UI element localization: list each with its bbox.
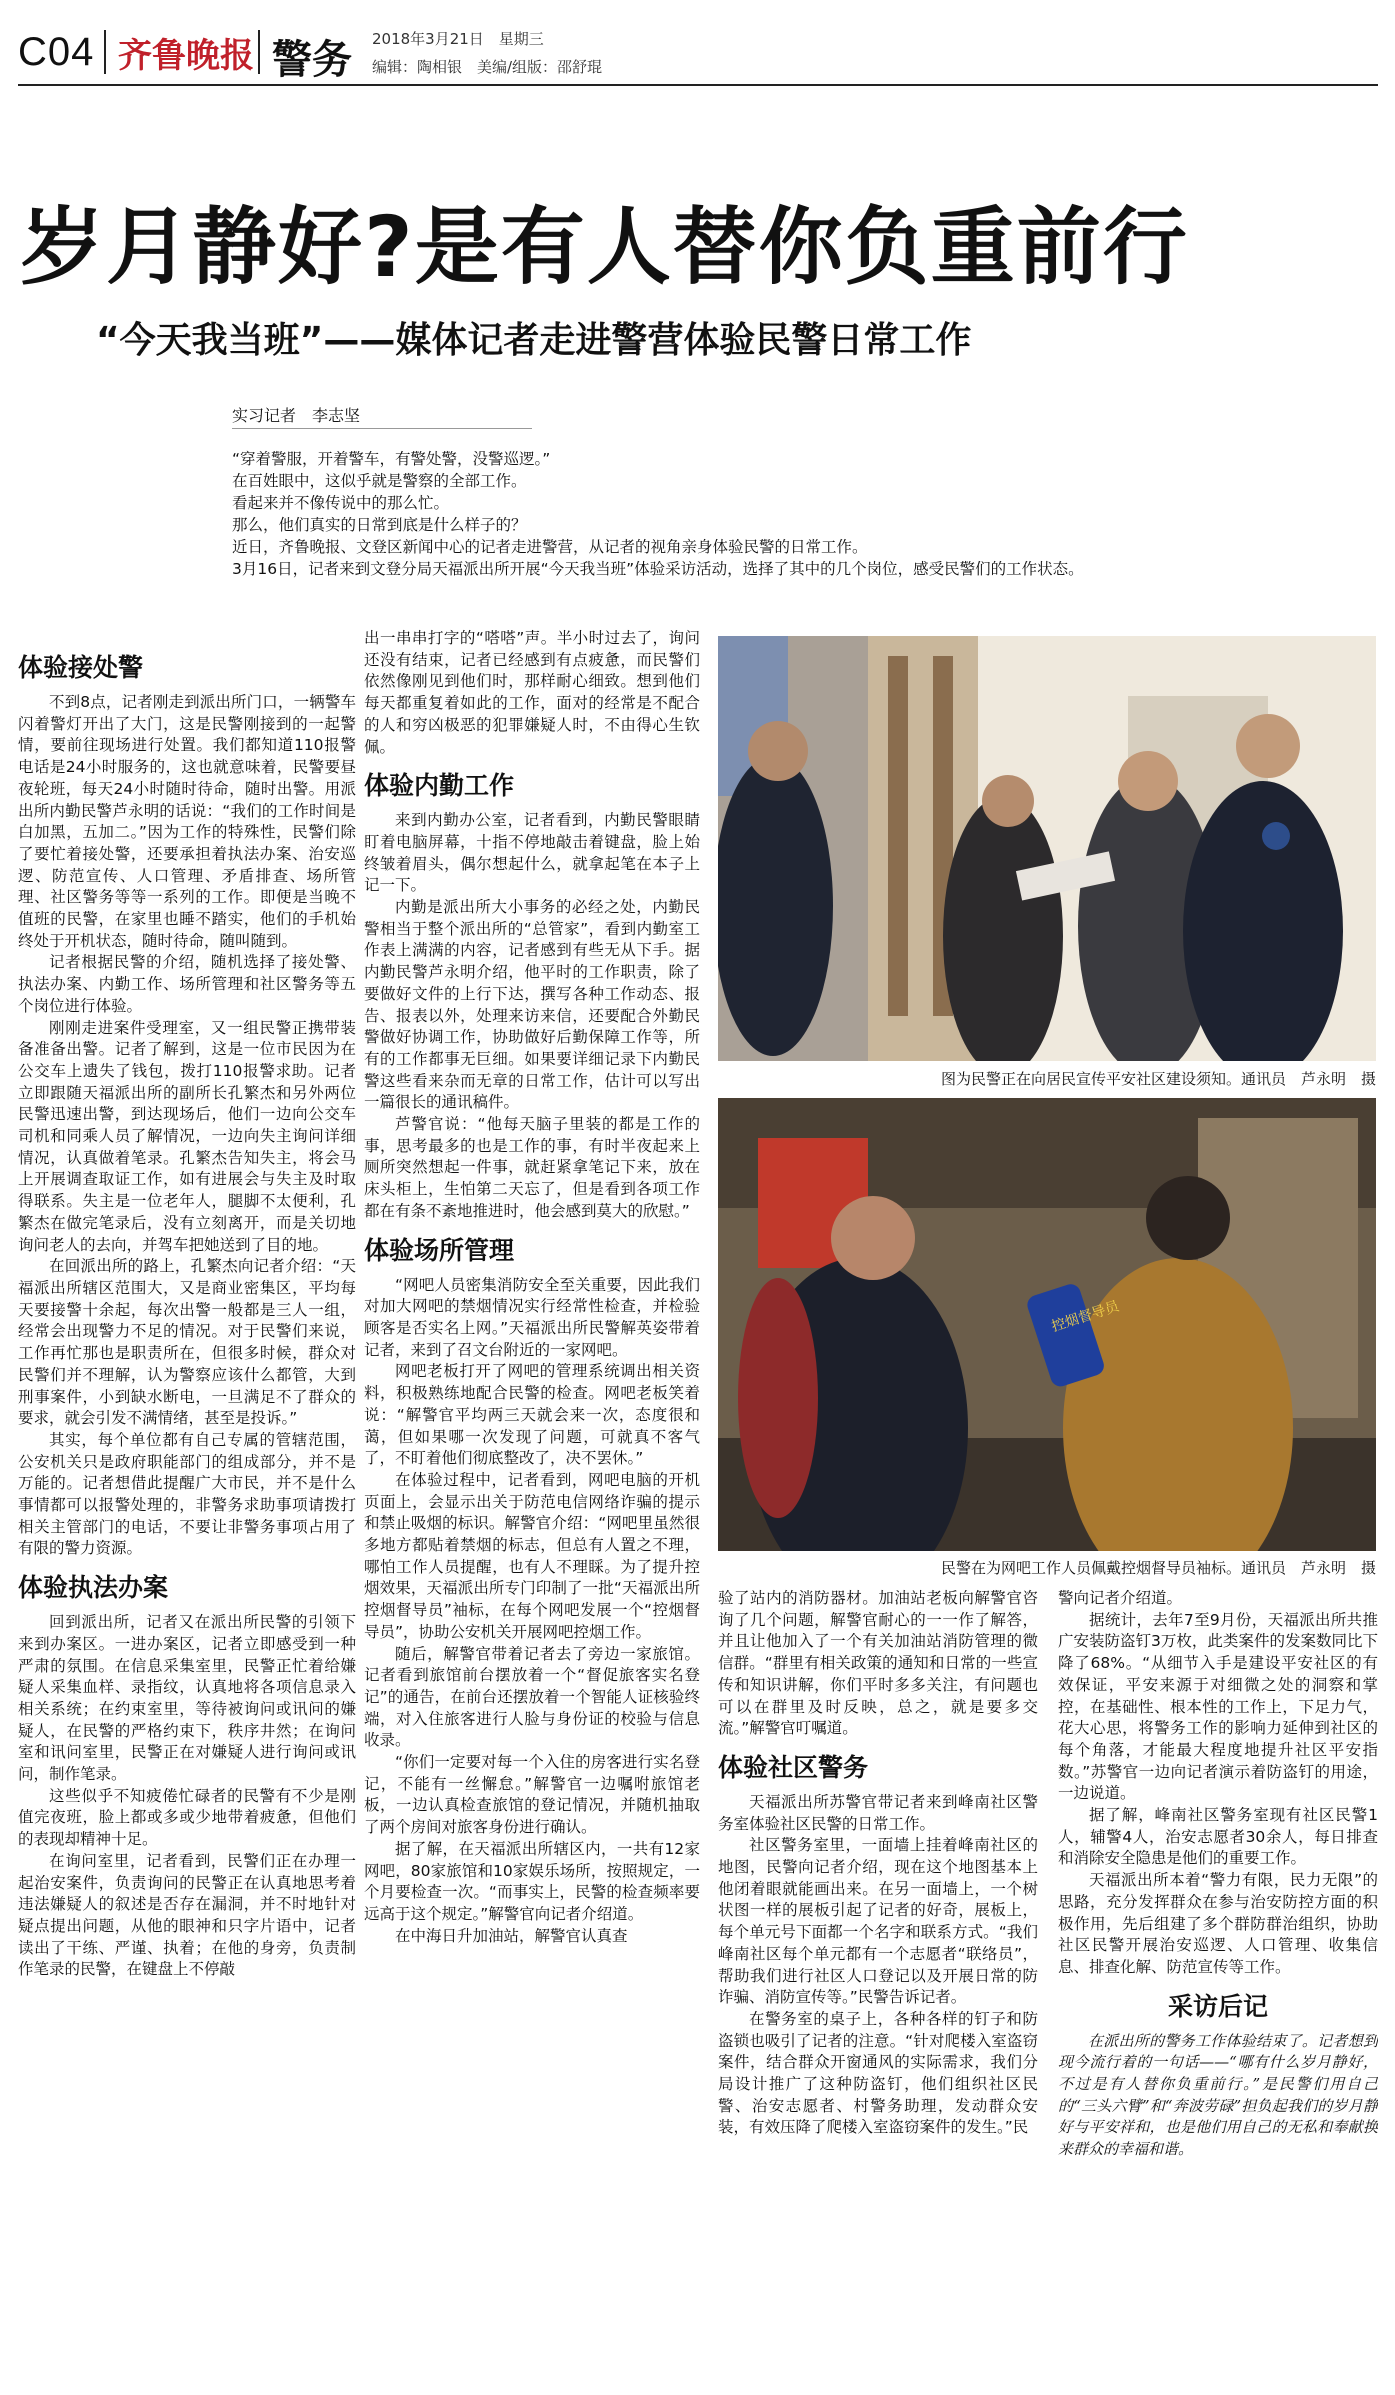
paragraph: 据了解，峰南社区警务室现有社区民警1人，辅警4人，治安志愿者30余人，每日排查和消除安全隐患是他们的重要工作。 xyxy=(1058,1806,1378,1868)
article-column-2 xyxy=(364,628,700,2376)
subheadline: “今天我当班”——媒体记者走进警营体验民警日常工作 xyxy=(96,320,972,361)
postscript-text: 在派出所的警务工作体验结束了。记者想到现今流行着的一句话——“哪有什么岁月静好，不过是有人替你负重前行。”是民警们用自己的“三头六臂”和“奔波劳碌”担负起我们的岁月静好与平安祥和，也是他们用自己的无私和奉献换来群众的幸福和谐。 xyxy=(1058,2031,1378,2159)
paragraph: 不到8点，记者刚走到派出所门口，一辆警车闪着警灯开出了大门，这是民警刚接到的一起警情，要前往现场进行处置。我们都知道110报警电话是24小时服务的，这也就意味着，民警要昼夜轮班，每天24小时随时待命，随时出警。用派出所内勤民警芦永明的话说：“我们的工作时间是白加黑，五加二。”因为工作的特殊性，民警们除了要忙着接处警，还要承担着执法办案、治安巡逻、防范宣传、人口管理、矛盾排查、场所管理、社区警务等等一系列的工作。即便是当晚不值班的民警，在家里也睡不踏实，他们的手机始终处于开机状态，随时待命，随叫随到。 xyxy=(18,693,356,950)
lead-line: 在百姓眼中，这似乎就是警察的全部工作。 xyxy=(232,472,527,490)
section-heading: 体验接处警 xyxy=(18,653,144,682)
editor-credits: 编辑：陶相银 美编/组版：邵舒琨 xyxy=(372,58,603,76)
paragraph: 在警务室的桌子上，各种各样的钉子和防盗锁也吸引了记者的注意。“针对爬楼入室盗窃案件，结合群众开窗通风的实际需求，我们分局设计推广了这种防盗钉，他们组织社区民警、治安志愿者、村警务助理，发动群众安装，有效压降了爬楼入室盗窃案件的发生。”民 xyxy=(718,2009,1038,2137)
lead-paragraph xyxy=(232,448,1372,580)
paragraph: 在询问室里，记者看到，民警们正在办理一起治安案件，负责询问的民警正在认真地思考着违法嫌疑人的叙述是否存在漏洞，并不时地针对疑点提出问题，从他的眼神和只字片语中，记者读出了干练、严谨、执着；在他的身旁，负责制作笔录的民警，在键盘上不停敲 xyxy=(18,1851,356,1979)
lead-line: 看起来并不像传说中的那么忙。 xyxy=(232,494,450,512)
paragraph: 在体验过程中，记者看到，网吧电脑的开机页面上，会显示出关于防范电信网络诈骗的提示和禁止吸烟的标识。解警官介绍：“网吧里虽然很多地方都贴着禁烟的标志，但总有人置之不理，哪怕工作人员提醒，也有人不理睬。为了提升控烟效果，天福派出所专门印制了一批“天福派出所控烟督导员”袖标，在每个网吧发展一个“控烟督导员”，协助公安机关开展网吧控烟工作。 xyxy=(364,1470,700,1641)
paragraph: 来到内勤办公室，记者看到，内勤民警眼睛盯着电脑屏幕，十指不停地敲击着键盘，脸上始终皱着眉头，偶尔想起什么，就拿起笔在本子上记一下。 xyxy=(364,811,700,895)
byline-rule xyxy=(232,428,532,429)
lead-line: 近日，齐鲁晚报、文登区新闻中心的记者走进警营，从记者的视角亲身体验民警的日常工作。 xyxy=(232,538,868,556)
lead-line: 那么，他们真实的日常到底是什么样子的？ xyxy=(232,516,527,534)
paragraph: 这些似乎不知疲倦忙碌者的民警有不少是刚值完夜班，脸上都或多或少地带着疲惫，但他们的表现却精神十足。 xyxy=(18,1786,356,1849)
section-heading: 体验场所管理 xyxy=(364,1235,515,1265)
section-name: 警务 xyxy=(272,37,352,83)
paragraph: “你们一定要对每一个入住的房客进行实名登记，不能有一丝懈怠。”解警官一边嘱咐旅馆老板，一边认真检查旅馆的登记情况，并随机抽取了两个房间对旅客身份进行确认。 xyxy=(364,1753,700,1837)
paragraph: 在中海日升加油站，解警官认真查 xyxy=(395,1926,628,1945)
postscript-heading: 采访后记 xyxy=(1167,1991,1268,2021)
paragraph: 回到派出所，记者又在派出所民警的引领下来到办案区。一进办案区，记者立即感受到一种严肃的氛围。在信息采集室里，民警正忙着给嫌疑人采集血样、录指纹，认真地将各项信息录入相关系统；在约束室里，等待被询问或讯问的嫌疑人，在民警的严格约束下，秩序井然；在询问室和讯问室里，民警正在对嫌疑人进行询问或讯问，制作笔录。 xyxy=(18,1613,356,1784)
paragraph: 在回派出所的路上，孔繁杰向记者介绍：“天福派出所辖区范围大，又是商业密集区，平均每天要接警十余起，每次出警一般都是三人一组，经常会出现警力不足的情况。对于民警们来说，工作再忙那也是职责所在，但很多时候，群众对民警们并不理解，认为警察应该什么都管，大到刑事案件，小到缺水断电，一旦满足不了群众的要求，就会引发不满情绪，甚至是投诉。” xyxy=(18,1257,356,1428)
paragraph: 其实，每个单位都有自己专属的管辖范围，公安机关只是政府职能部门的组成部分，并不是万能的。记者想借此提醒广大市民，并不是什么事情都可以报警处理的，非警务求助事项请拨打相关主管部门的电话，不要让非警务事项占用了有限的警力资源。 xyxy=(18,1430,356,1558)
paragraph: 网吧老板打开了网吧的管理系统调出相关资料，积极熟练地配合民警的检查。网吧老板笑着说：“解警官平均两三天就会来一次，态度很和蔼，但如果哪一次发现了问题，可就真不客气了，不盯着他们彻底整改了，决不罢休。” xyxy=(364,1362,700,1468)
section-heading: 体验执法办案 xyxy=(18,1573,169,1603)
paragraph: 据统计，去年7至9月份，天福派出所共推广安装防盗钉3万枚，此类案件的发案数同比下降了68%。“从细节入手是建设平安社区的有效保证，平安来源于对细微之处的洞察和掌控，在基础性、根本性的工作上，下足力气，花大心思，将警务工作的影响力延伸到社区的每个角落，才能最大程度地提升社区平安指数。”苏警官一边向记者演示着防盗钉的用途，一边说道。 xyxy=(1058,1610,1378,1803)
page-code: C04 xyxy=(18,30,95,74)
paragraph: 芦警官说：“他每天脑子里装的都是工作的事，思考最多的也是工作的事，有时半夜起来上厕所突然想起一件事，就赶紧拿笔记下来，放在床头柜上，生怕第二天忘了，但是看到各项工作都在有条不紊地推进时，他会感到莫大的欣慰。” xyxy=(364,1115,700,1220)
section-heading: 体验社区警务 xyxy=(718,1752,869,1782)
paragraph: 出一串串打字的“嗒嗒”声。半小时过去了，询问还没有结束，记者已经感到有点疲惫，而民警们依然像刚见到他们时，那样耐心细致。想到他们每天都重复着如此的工作，面对的经常是不配合的人和穷凶极恶的犯罪嫌疑人时，不由得心生钦佩。 xyxy=(364,629,700,756)
police-publicity-photo xyxy=(718,636,1376,1061)
byline: 实习记者 李志坚 xyxy=(232,406,361,425)
paragraph: 社区警务室里，一面墙上挂着峰南社区的地图，民警向记者介绍，现在这个地图基本上他闭着眼就能画出来。在另一面墙上，一个树状图一样的展板引起了记者的好奇，展板上，每个单元号下面都一个名字和联系方式。“我们峰南社区每个单元都有一个志愿者“联络员”，帮助我们进行社区人口登记以及开展日常的防诈骗、消防宣传等。”民警告诉记者。 xyxy=(718,1836,1038,2007)
paragraph: 天福派出所苏警官带记者来到峰南社区警务室体验社区民警的日常工作。 xyxy=(718,1792,1038,1833)
issue-date: 2018年3月21日 星期三 xyxy=(372,30,544,48)
photo-caption: 图为民警正在向居民宣传平安社区建设须知。通讯员 芦永明 摄 xyxy=(940,1070,1376,1088)
section-heading: 体验内勤工作 xyxy=(364,771,515,801)
paragraph: 验了站内的消防器材。加油站老板向解警官咨询了几个问题，解警官耐心的一一作了解答，并且让他加入了一个有关加油站消防管理的微信群。“群里有相关政策的通知和日常的一些宣传和知识讲解，你们平时多多关注，有问题也可以在群里及时反映，总之，就是要多交流。”解警官叮嘱道。 xyxy=(718,1589,1038,1738)
paragraph: “网吧人员密集消防安全至关重要，因此我们对加大网吧的禁烟情况实行经常性检查，并检验顾客是否实名上网。”天福派出所民警解英姿带着记者，来到了召文台附近的一家网吧。 xyxy=(364,1275,700,1359)
armband-photo xyxy=(718,1098,1376,1551)
lead-line: “穿着警服，开着警车，有警处警，没警巡逻。” xyxy=(232,450,551,468)
photo-caption: 民警在为网吧工作人员佩戴控烟督导员袖标。通讯员 芦永明 摄 xyxy=(940,1559,1376,1577)
headline: 岁月静好?是有人替你负重前行 xyxy=(20,198,1189,296)
paragraph: 刚刚走进案件受理室，又一组民警正携带装备准备出警。记者了解到，这是一位市民因为在公交车上遗失了钱包，拨打110报警求助。记者立即跟随天福派出所的副所长孔繁杰和另外两位民警迅速出警，到达现场后，他们一边向公交车司机和同乘人员了解情况，一边向失主询问详细情况，认真做着笔录。孔繁杰告知失主，将会马上开展调查取证工作，如有进展会与失主及时取得联系。失主是一位老年人，腿脚不太便利，孔繁杰在做完笔录后，没有立刻离开，而是关切地询问老人的去向，并驾车把她送到了目的地。 xyxy=(18,1018,356,1254)
article-column-1 xyxy=(18,640,356,2375)
paragraph: 警向记者介绍道。 xyxy=(1058,1589,1183,1607)
article-column-3 xyxy=(718,1588,1038,2376)
paragraph: 天福派出所本着“警力有限，民力无限”的思路，充分发挥群众在参与治安防控方面的积极作用，先后组建了多个群防群治组织，协助社区民警开展治安巡逻、人口管理、收集信息、排查化解、防范宣传等工作。 xyxy=(1058,1871,1378,1976)
paragraph: 记者根据民警的介绍，随机选择了接处警、执法办案、内勤工作、场所管理和社区警务等五个岗位进行体验。 xyxy=(18,953,356,1015)
lead-line: 3月16日，记者来到文登分局天福派出所开展“今天我当班”体验采访活动，选择了其中的几个岗位，感受民警们的工作状态。 xyxy=(232,560,1084,578)
paragraph: 据了解，在天福派出所辖区内，一共有12家网吧，80家旅馆和10家娱乐场所，按照规定，一个月要检查一次。“而事实上，民警的检查频率要远高于这个规定。”解警官向记者介绍道。 xyxy=(364,1839,700,1923)
paragraph: 随后，解警官带着记者去了旁边一家旅馆。记者看到旅馆前台摆放着一个“督促旅客实名登记”的通告，在前台还摆放着一个智能人证核验终端，对入住旅客进行人脸与身份证的校验与信息收录。 xyxy=(364,1644,700,1750)
newspaper-logo: 齐鲁晚报 xyxy=(118,36,254,76)
header-divider xyxy=(258,30,260,74)
paragraph: 内勤是派出所大小事务的必经之处，内勤民警相当于整个派出所的“总管家”，看到内勤室工作表上满满的内容，记者感到有些无从下手。据内勤民警芦永明介绍，他平时的工作职责，除了要做好文件的上行下达，撰写各种工作动态、报告、报表以外，处理来访来信，还要配合外勤民警做好协调工作，协助做好后勤保障工作等，所有的工作都事无巨细。如果要详细记录下内勤民警这些看来杂而无章的日常工作，估计可以写出一篇很长的通讯稿件。 xyxy=(364,898,700,1112)
article-column-4 xyxy=(1058,1588,1378,2376)
armband-text: 控烟督导员 xyxy=(1049,1298,1122,1336)
header-rule xyxy=(18,84,1378,86)
header-divider xyxy=(104,30,106,74)
